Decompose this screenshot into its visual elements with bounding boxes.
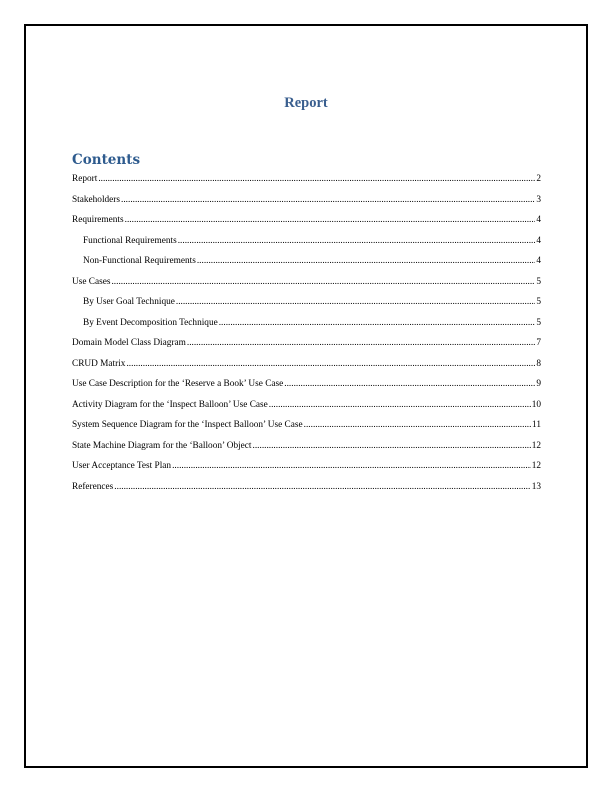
toc-page-number: 4 (536, 215, 541, 225)
toc-dot-leader (219, 316, 536, 331)
toc-entry-requirements[interactable] (72, 213, 541, 234)
toc-entry-use-cases[interactable] (72, 275, 541, 296)
toc-entry-label: Non-Functional Requirements (83, 256, 196, 266)
toc-page-number: 3 (536, 194, 541, 205)
toc-entry-state-machine-diagram[interactable] (72, 439, 541, 460)
toc-entry-label: Use Case Description for the ‘Reserve a Book’ Use Case (72, 379, 284, 389)
toc-dot-leader (284, 377, 535, 392)
toc-page-number: 12 (531, 440, 541, 451)
toc-page-number: 10 (531, 399, 541, 410)
toc-entry-activity-diagram[interactable] (72, 398, 541, 419)
toc-entry-label: Use Cases (72, 276, 111, 287)
toc-page-number: 4 (536, 256, 541, 266)
toc-entry-label: By Event Decomposition Technique (83, 317, 218, 328)
toc-entry-stakeholders[interactable] (72, 193, 541, 214)
toc-entry-label: Domain Model Class Diagram (72, 338, 186, 348)
toc-heading: Contents (72, 152, 141, 168)
toc-entry-user-goal-technique[interactable] (72, 295, 541, 316)
toc-entry-label: Stakeholders (72, 194, 121, 205)
toc-entry-label: CRUD Matrix (72, 358, 126, 369)
toc-entry-label: System Sequence Diagram for the ‘Inspect Balloon’ Use Case (72, 420, 303, 430)
toc-dot-leader (126, 357, 535, 372)
toc-page-number: 2 (536, 174, 541, 184)
toc-dot-leader (178, 234, 536, 249)
toc-dot-leader (269, 398, 531, 413)
toc-page-number: 11 (532, 420, 541, 430)
toc-entry-label: Report (72, 174, 98, 184)
toc-dot-leader (121, 193, 535, 208)
toc-dot-leader (187, 336, 535, 351)
toc-entry-label: By User Goal Technique (83, 297, 175, 307)
toc-entry-user-acceptance-test-plan[interactable] (72, 459, 541, 480)
toc-entry-use-case-description[interactable] (72, 377, 541, 398)
toc-page-number: 5 (536, 297, 541, 307)
toc-entry-crud-matrix[interactable] (72, 357, 541, 378)
toc-dot-leader (197, 254, 536, 269)
toc-page-number: 13 (531, 481, 541, 492)
document-title: Report (284, 95, 328, 111)
toc-entry-non-functional-requirements[interactable] (72, 254, 541, 275)
toc-dot-leader (176, 295, 535, 310)
toc-page-number: 7 (536, 338, 541, 348)
toc-entry-label: Activity Diagram for the ‘Inspect Balloon’ Use Case (72, 399, 268, 410)
toc-dot-leader (98, 172, 535, 187)
toc-page-number: 8 (536, 358, 541, 369)
toc-page-number: 12 (531, 461, 541, 471)
toc-dot-leader (172, 459, 531, 474)
toc-entry-label: References (72, 481, 114, 492)
toc-page-number: 4 (536, 235, 541, 246)
toc-page-number: 5 (536, 317, 541, 328)
toc-dot-leader (253, 439, 531, 454)
toc-entry-domain-model-class-diagram[interactable] (72, 336, 541, 357)
toc-entry-label: State Machine Diagram for the ‘Balloon’ Object (72, 440, 252, 451)
toc-entry-report[interactable] (72, 172, 541, 193)
toc-entry-event-decomposition-technique[interactable] (72, 316, 541, 337)
toc-entry-label: User Acceptance Test Plan (72, 461, 172, 471)
toc-entry-functional-requirements[interactable] (72, 234, 541, 255)
toc-dot-leader (114, 480, 530, 495)
toc-page-number: 9 (536, 379, 541, 389)
toc-entry-label: Requirements (72, 215, 124, 225)
toc-entry-references[interactable] (72, 480, 541, 501)
toc-page-number: 5 (536, 276, 541, 287)
toc-entry-system-sequence-diagram[interactable] (72, 418, 541, 439)
toc-dot-leader (111, 275, 535, 290)
toc-dot-leader (304, 418, 531, 433)
toc-dot-leader (125, 213, 536, 228)
toc-entry-label: Functional Requirements (83, 235, 177, 246)
table-of-contents (72, 172, 541, 500)
